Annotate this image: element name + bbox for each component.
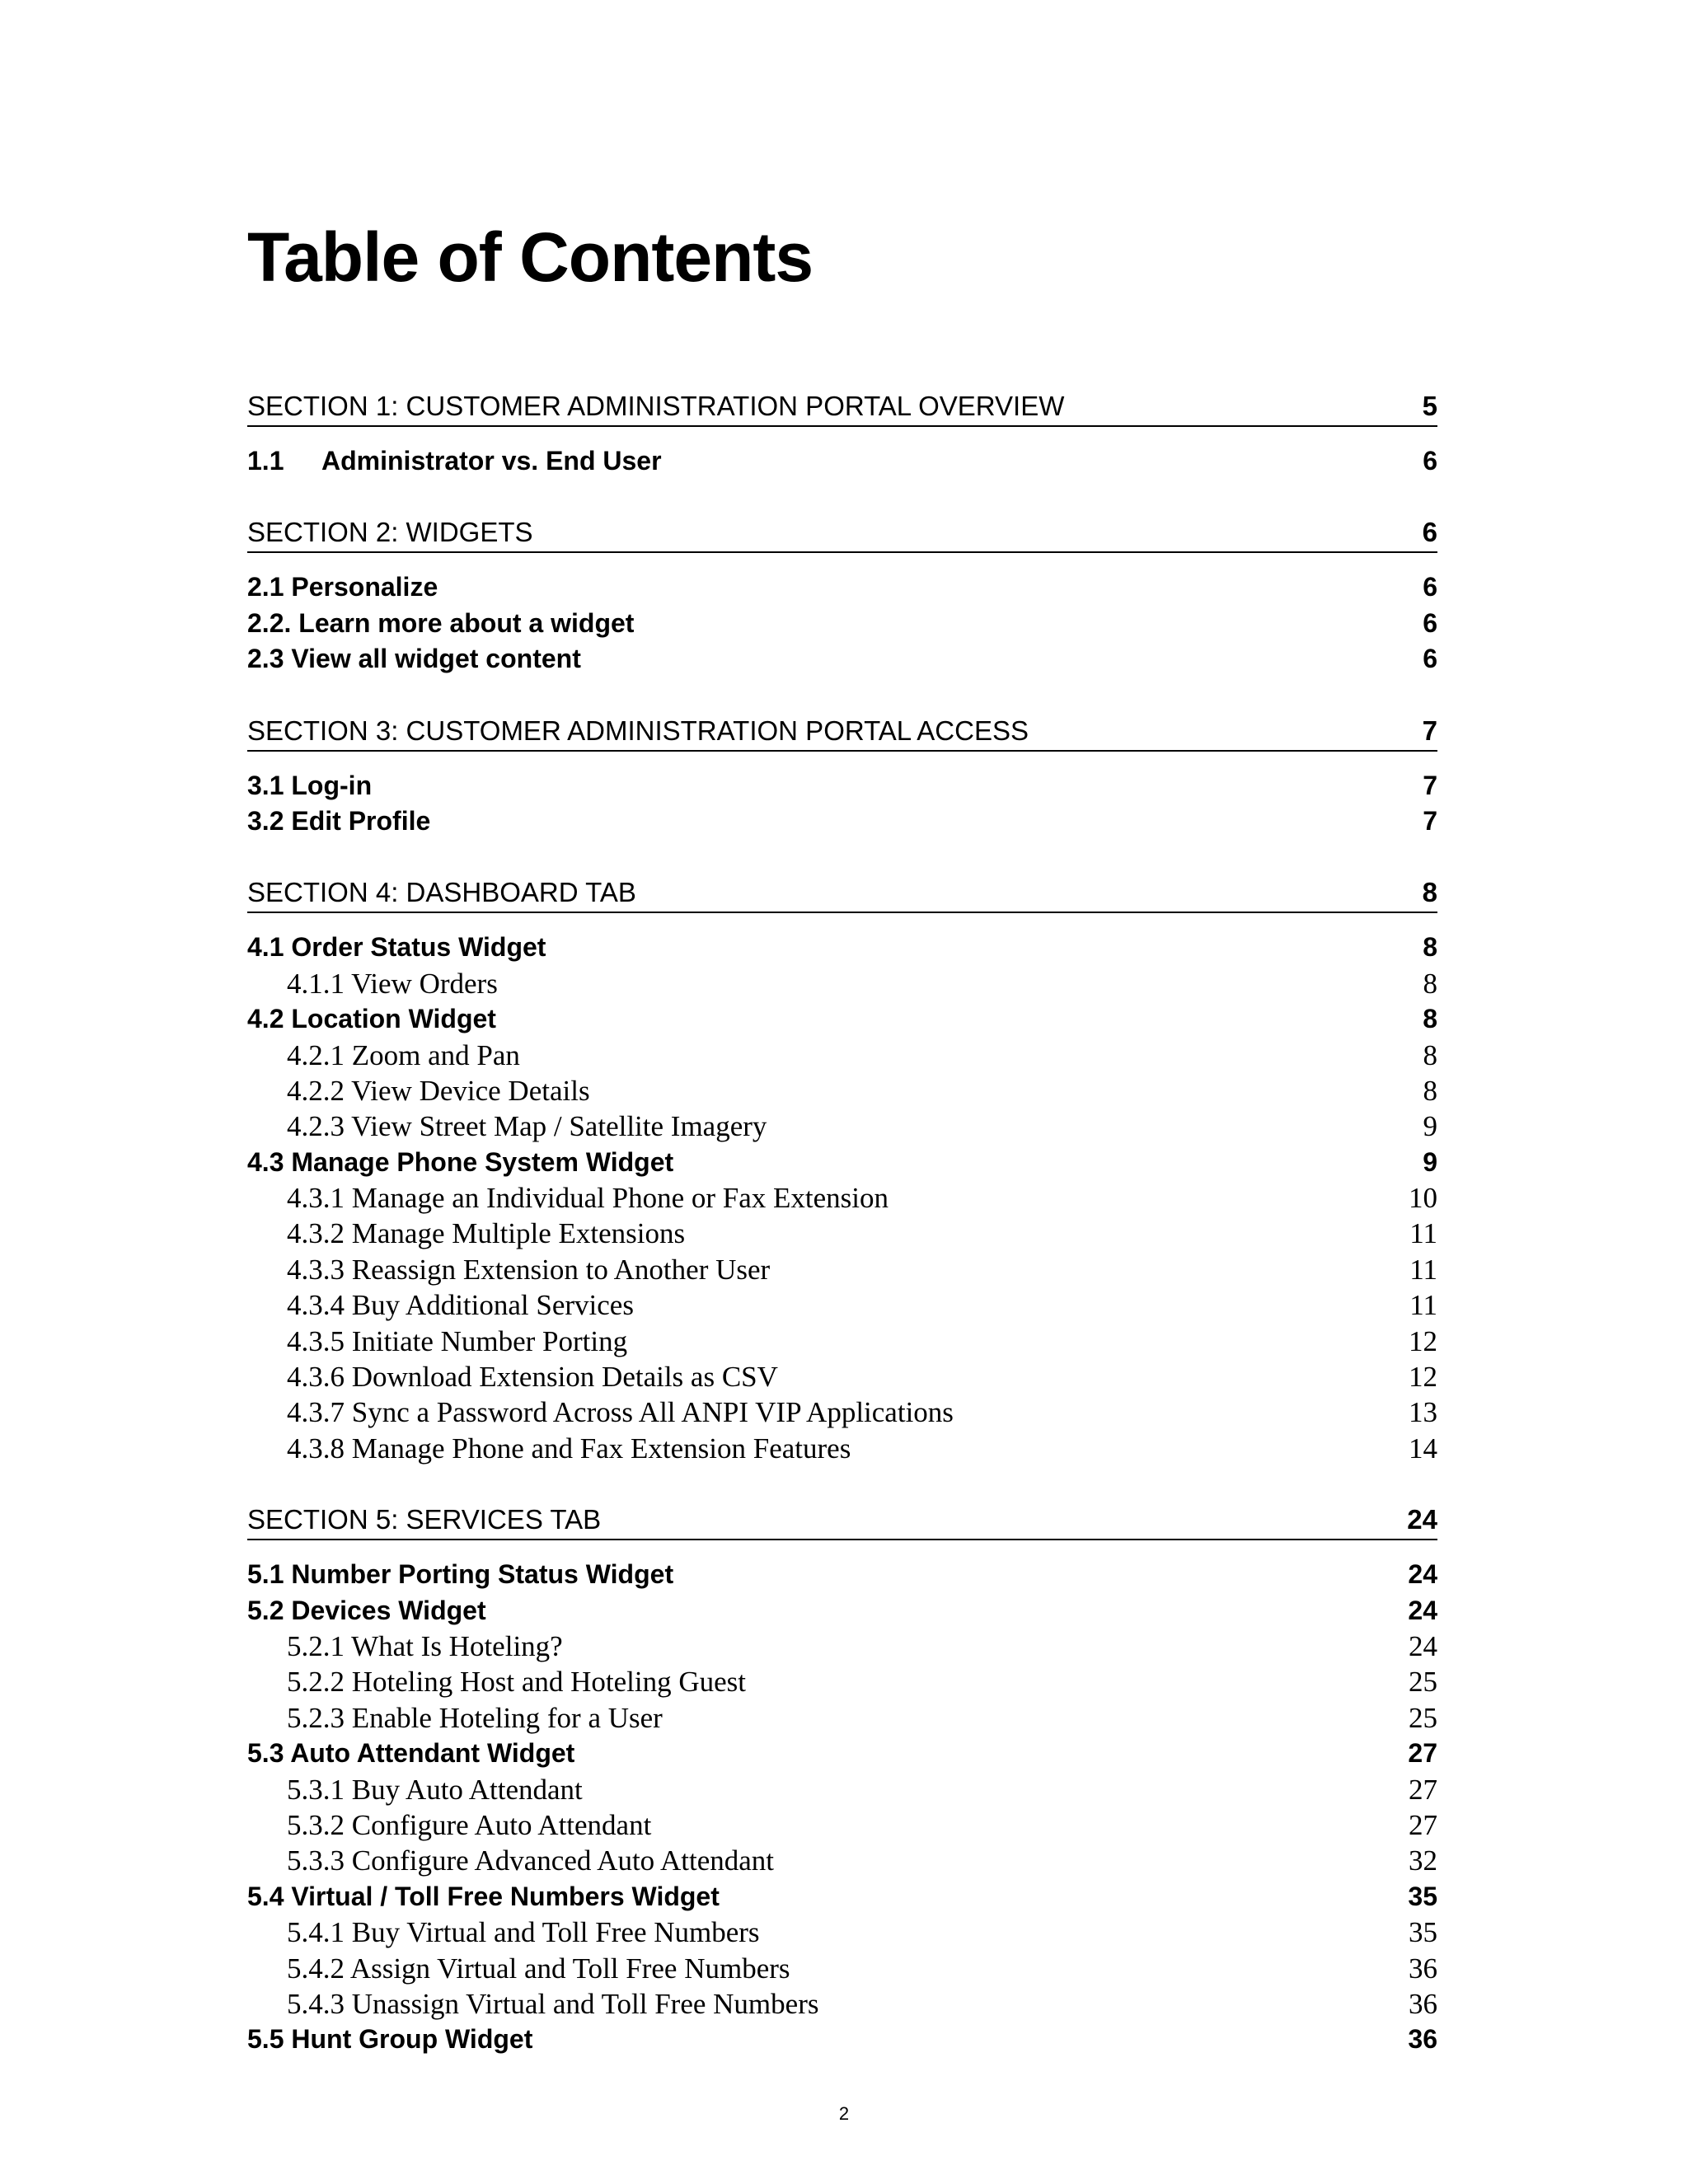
toc-entry-label: 4.2.3 View Street Map / Satellite Imagery xyxy=(287,1110,767,1143)
toc-entry-page: 6 xyxy=(1423,446,1437,476)
toc-entry[interactable] xyxy=(247,1038,1437,1073)
toc-entry[interactable] xyxy=(247,1394,1437,1430)
toc-entry-label: SECTION 4: DASHBOARD TAB xyxy=(247,877,636,908)
toc-entry-label: 4.2 Location Widget xyxy=(247,1004,496,1034)
toc-entry-page: 24 xyxy=(1409,1629,1437,1662)
toc-entry-label: 4.2.1 Zoom and Pan xyxy=(287,1038,520,1071)
toc-entry-page: 14 xyxy=(1409,1432,1437,1465)
toc-entry-page: 6 xyxy=(1423,644,1437,674)
toc-entry-label: 4.3.2 Manage Multiple Extensions xyxy=(287,1217,686,1250)
toc-section-entry[interactable] xyxy=(247,874,1437,913)
toc-entry[interactable] xyxy=(247,1700,1437,1736)
toc-entry-text: Administrator vs. End User xyxy=(321,446,662,476)
toc-entry-label: 2.3 View all widget content xyxy=(247,644,581,674)
page-number: 2 xyxy=(838,2103,850,2124)
toc-entry[interactable] xyxy=(247,1736,1437,1771)
toc-entry-label: 4.1.1 View Orders xyxy=(287,967,498,1000)
toc-entry-label: 2.1 Personalize xyxy=(247,572,438,602)
toc-entry[interactable] xyxy=(247,1664,1437,1699)
toc-entry-page: 13 xyxy=(1409,1396,1437,1429)
toc-entry[interactable] xyxy=(247,2022,1437,2057)
toc-entry[interactable] xyxy=(247,1145,1437,1180)
toc-entry[interactable] xyxy=(247,606,1437,641)
toc-entry-label: 2.2. Learn more about a widget xyxy=(247,607,635,638)
toc-entry-page: 6 xyxy=(1423,607,1437,638)
toc-entry-label: 4.3.4 Buy Additional Services xyxy=(287,1289,634,1322)
toc-entry[interactable] xyxy=(247,443,1437,479)
toc-entry-page: 12 xyxy=(1409,1361,1437,1394)
toc-entry-page: 36 xyxy=(1408,2024,1437,2055)
toc-section-entry[interactable] xyxy=(247,513,1437,553)
toc-entry-label: 4.3.5 Initiate Number Porting xyxy=(287,1324,628,1357)
toc-entry-page: 25 xyxy=(1409,1701,1437,1734)
toc-entry-label: 5.2.3 Enable Hoteling for a User xyxy=(287,1701,663,1734)
toc-entry[interactable] xyxy=(247,1879,1437,1915)
toc-entry[interactable] xyxy=(247,930,1437,965)
toc-entry-label: 5.4 Virtual / Toll Free Numbers Widget xyxy=(247,1881,720,1911)
toc-entry[interactable] xyxy=(247,1287,1437,1323)
toc-entry[interactable] xyxy=(247,1216,1437,1251)
toc-entry[interactable] xyxy=(247,1180,1437,1216)
toc-entry-label: 4.3.7 Sync a Password Across All ANPI VIP Applications xyxy=(287,1396,954,1429)
toc-entry-page: 25 xyxy=(1409,1666,1437,1699)
toc-entry-page: 8 xyxy=(1423,1074,1437,1107)
toc-entry-page: 6 xyxy=(1422,517,1437,548)
toc-entry-page: 32 xyxy=(1409,1844,1437,1877)
toc-entry-label: 4.3.3 Reassign Extension to Another User xyxy=(287,1253,771,1286)
toc-entry-page: 11 xyxy=(1409,1289,1437,1322)
toc-entry-label: 5.3.1 Buy Auto Attendant xyxy=(287,1773,583,1806)
toc-entry-page: 12 xyxy=(1409,1324,1437,1357)
toc-entry[interactable] xyxy=(247,569,1437,605)
toc-entry-page: 24 xyxy=(1408,1595,1437,1625)
toc-entry-label: 4.3 Manage Phone System Widget xyxy=(247,1146,674,1177)
toc-entry-page: 27 xyxy=(1409,1773,1437,1806)
toc-entry-number: 1.1 xyxy=(247,446,284,476)
toc-entry-page: 6 xyxy=(1423,572,1437,602)
toc-entry[interactable] xyxy=(247,1001,1437,1037)
toc-entry-page: 24 xyxy=(1407,1504,1437,1535)
toc-entry[interactable] xyxy=(247,1915,1437,1950)
toc-entry[interactable] xyxy=(247,641,1437,677)
toc-entry-label: 5.1 Number Porting Status Widget xyxy=(247,1559,674,1590)
toc-entry-label: SECTION 5: SERVICES TAB xyxy=(247,1504,602,1535)
toc-entry-page: 8 xyxy=(1423,932,1437,963)
toc-entry-label: 5.2 Devices Widget xyxy=(247,1595,486,1625)
toc-entry-page: 10 xyxy=(1409,1182,1437,1215)
toc-entry-page: 8 xyxy=(1423,1004,1437,1034)
toc-entry-label: 5.2.1 What Is Hoteling? xyxy=(287,1629,563,1662)
toc-entry-label: 4.3.8 Manage Phone and Fax Extension Features xyxy=(287,1432,851,1465)
toc-entry-page: 7 xyxy=(1423,805,1437,836)
toc-entry-label xyxy=(247,443,662,479)
toc-entry-page: 8 xyxy=(1422,877,1437,908)
toc-entry-label: 5.5 Hunt Group Widget xyxy=(247,2024,533,2055)
toc-entry-page: 9 xyxy=(1423,1146,1437,1177)
toc-entry[interactable] xyxy=(247,1629,1437,1664)
toc-entry-label: 3.1 Log-in xyxy=(247,770,373,800)
toc-entry-page: 27 xyxy=(1408,1738,1437,1769)
table-of-contents xyxy=(247,387,1437,2058)
toc-entry[interactable] xyxy=(247,1359,1437,1394)
toc-entry-page: 7 xyxy=(1422,715,1437,746)
toc-entry[interactable] xyxy=(247,1557,1437,1592)
toc-entry-page: 27 xyxy=(1409,1808,1437,1841)
toc-entry-page: 7 xyxy=(1423,770,1437,800)
toc-entry-page: 8 xyxy=(1423,967,1437,1000)
toc-entry[interactable] xyxy=(247,1807,1437,1843)
toc-entry-label: 4.2.2 View Device Details xyxy=(287,1074,590,1107)
toc-entry-label: 3.2 Edit Profile xyxy=(247,805,431,836)
page-title: Table of Contents xyxy=(247,218,814,296)
toc-entry-label: 5.4.1 Buy Virtual and Toll Free Numbers xyxy=(287,1916,760,1949)
toc-entry-label: 5.3.3 Configure Advanced Auto Attendant xyxy=(287,1844,775,1877)
toc-section-entry[interactable] xyxy=(247,1501,1437,1540)
toc-entry[interactable] xyxy=(247,1324,1437,1359)
toc-entry-page: 5 xyxy=(1422,391,1437,421)
toc-entry-page: 35 xyxy=(1409,1916,1437,1949)
toc-entry-label: 5.3 Auto Attendant Widget xyxy=(247,1738,575,1769)
toc-section-entry[interactable] xyxy=(247,712,1437,752)
toc-entry[interactable] xyxy=(247,1252,1437,1287)
toc-entry[interactable] xyxy=(247,804,1437,839)
toc-entry-page: 9 xyxy=(1423,1110,1437,1143)
toc-entry[interactable] xyxy=(247,1843,1437,1878)
toc-entry-label: 5.4.2 Assign Virtual and Toll Free Numbers xyxy=(287,1952,790,1985)
toc-entry-page: 24 xyxy=(1408,1559,1437,1590)
toc-entry[interactable] xyxy=(247,768,1437,804)
toc-entry-label: 5.3.2 Configure Auto Attendant xyxy=(287,1808,652,1841)
toc-entry-page: 11 xyxy=(1409,1253,1437,1286)
toc-entry-label: SECTION 3: CUSTOMER ADMINISTRATION PORTAL ACCESS xyxy=(247,715,1029,746)
toc-entry-page: 8 xyxy=(1423,1038,1437,1071)
toc-entry[interactable] xyxy=(247,1431,1437,1466)
toc-entry[interactable] xyxy=(247,966,1437,1001)
toc-entry[interactable] xyxy=(247,1073,1437,1108)
toc-entry-page: 36 xyxy=(1409,1952,1437,1985)
toc-entry-page: 35 xyxy=(1408,1881,1437,1911)
toc-entry-page: 11 xyxy=(1409,1217,1437,1250)
toc-entry-label: 5.2.2 Hoteling Host and Hoteling Guest xyxy=(287,1666,747,1699)
toc-entry-label: SECTION 2: WIDGETS xyxy=(247,517,533,548)
toc-entry-label: 5.4.3 Unassign Virtual and Toll Free Numbers xyxy=(287,1987,819,2020)
toc-entry-label: SECTION 1: CUSTOMER ADMINISTRATION PORTAL OVERVIEW xyxy=(247,391,1065,421)
toc-entry[interactable] xyxy=(247,1986,1437,2022)
toc-entry[interactable] xyxy=(247,1108,1437,1144)
toc-entry-label: 4.3.1 Manage an Individual Phone or Fax Extension xyxy=(287,1182,889,1215)
toc-entry[interactable] xyxy=(247,1593,1437,1629)
toc-entry-label: 4.1 Order Status Widget xyxy=(247,932,546,963)
toc-entry[interactable] xyxy=(247,1951,1437,1986)
toc-entry-page: 36 xyxy=(1409,1987,1437,2020)
toc-entry-label: 4.3.6 Download Extension Details as CSV xyxy=(287,1361,778,1394)
toc-section-entry[interactable] xyxy=(247,387,1437,427)
toc-entry[interactable] xyxy=(247,1772,1437,1807)
